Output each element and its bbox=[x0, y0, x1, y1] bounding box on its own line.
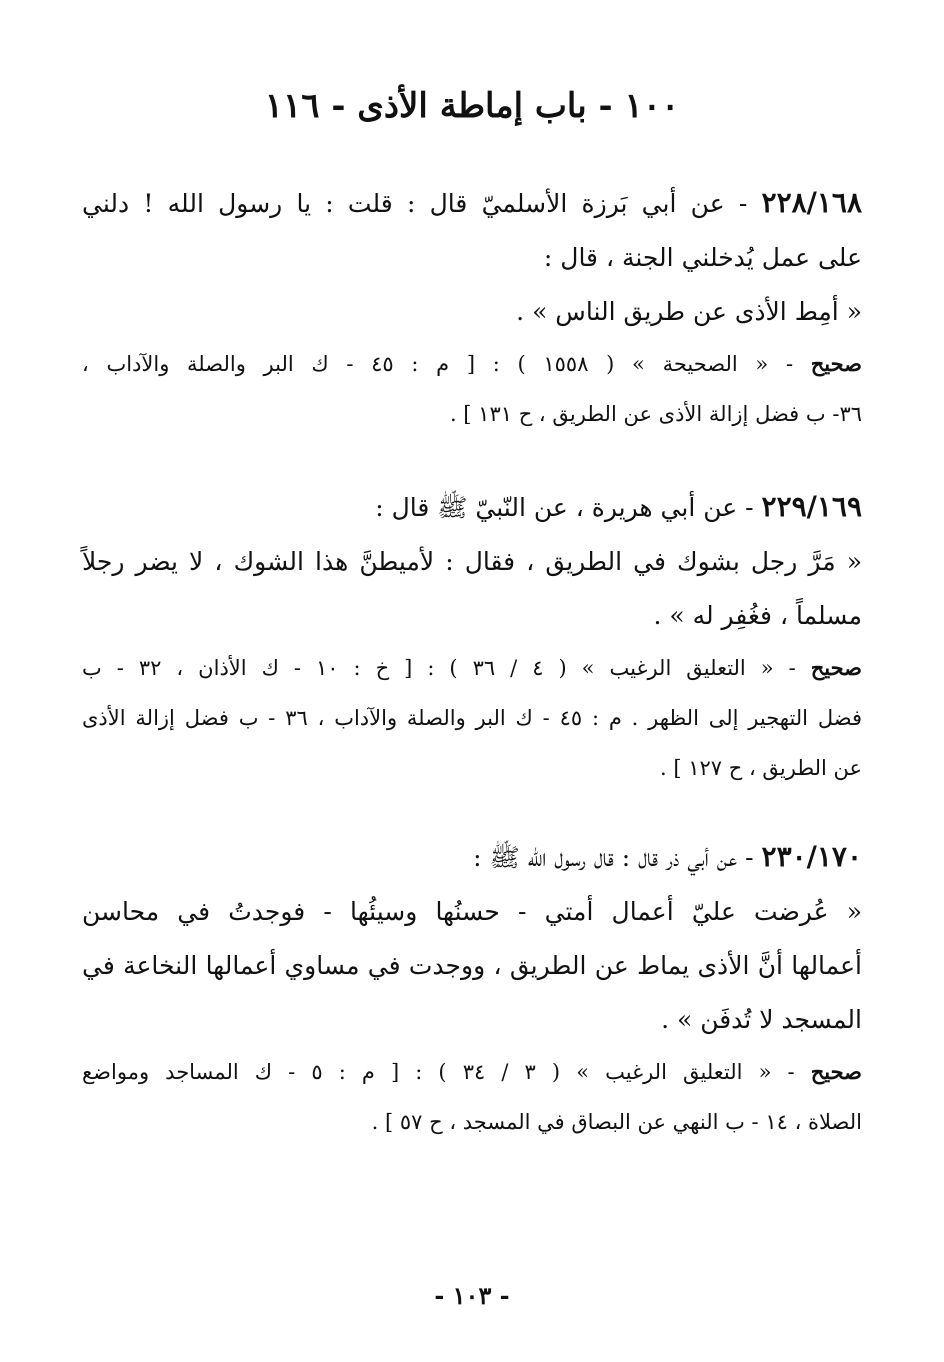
source-line bbox=[82, 1047, 862, 1097]
hadith-line bbox=[82, 480, 862, 535]
hadith-source bbox=[82, 339, 862, 439]
source-line bbox=[82, 339, 862, 389]
grade-label: صحيح bbox=[810, 351, 862, 376]
hadith-entry bbox=[82, 830, 862, 1147]
source-text: فضل التهجير إلى الظهر . م : ٤٥ - ك البر والصلة والآداب ، ٣٦ - ب فضل إزالة الأذى bbox=[82, 706, 862, 730]
source-text: - « التعليق الرغيب » ( ٤ / ٣٦ ) : [ خ : ١٠ - ك الأذان ، ٣٢ - ب bbox=[82, 656, 811, 680]
page-number: - ١٠٣ - bbox=[434, 1281, 510, 1310]
source-text: الصلاة ، ١٤ - ب النهي عن البصاق في المسجد ، ح ٥٧ ] . bbox=[371, 1110, 862, 1134]
hadith-text: - عن أبي ذر قال : قال رسول الله ﷺ : bbox=[473, 843, 762, 872]
chapter-title: ١٠٠ - باب إماطة الأذى - ١١٦ bbox=[264, 86, 680, 126]
source-line bbox=[82, 643, 862, 693]
hadith-number: ٢٣٠/١٧٠ bbox=[761, 840, 862, 873]
hadith-entry bbox=[82, 480, 862, 793]
hadith-text: « أمِط الأذى عن طريق الناس » . bbox=[516, 297, 862, 326]
grade-label: صحيح bbox=[810, 1059, 862, 1084]
hadith-text: - عن أبي هريرة ، عن النّبيّ ﷺ قال : bbox=[375, 493, 762, 522]
hadith-text: « مَرَّ رجل بشوك في الطريق ، فقال : لأميطنَّ هذا الشوك ، لا يضر رجلاً bbox=[82, 547, 862, 576]
hadith-text: « عُرضت عليّ أعمال أمتي - حسنُها وسيئُها - فوجدتُ في محاسن bbox=[82, 897, 862, 926]
hadith-number: ٢٢٩/١٦٩ bbox=[761, 490, 862, 523]
hadith-source bbox=[82, 643, 862, 793]
hadith-line bbox=[82, 176, 862, 231]
hadith-source bbox=[82, 1047, 862, 1147]
hadith-text: أعمالها أنَّ الأذى يماط عن الطريق ، ووجدت في مساوي أعمالها النخاعة في bbox=[82, 951, 862, 980]
source-text: عن الطريق ، ح ١٢٧ ] . bbox=[659, 756, 862, 780]
hadith-entry bbox=[82, 176, 862, 439]
hadith-line bbox=[82, 830, 862, 885]
hadith-text: مسلماً ، فغُفِر له » . bbox=[653, 601, 862, 630]
source-text: - « الصحيحة » ( ١٥٥٨ ) : [ م : ٤٥ - ك البر والصلة والآداب ، bbox=[82, 352, 811, 376]
grade-label: صحيح bbox=[810, 655, 862, 680]
hadith-number: ٢٢٨/١٦٨ bbox=[761, 186, 862, 219]
source-text: - « التعليق الرغيب » ( ٣ / ٣٤ ) : [ م : ٥ - ك المساجد ومواضع bbox=[82, 1060, 811, 1084]
hadith-text: المسجد لا تُدفَن » . bbox=[661, 1005, 862, 1034]
source-text: ٣٦- ب فضل إزالة الأذى عن الطريق ، ح ١٣١ ] . bbox=[449, 402, 862, 426]
hadith-text: على عمل يُدخلني الجنة ، قال : bbox=[543, 243, 862, 272]
hadith-text: - عن أبي بَرزة الأسلميّ قال : قلت : يا رسول الله ! دلني bbox=[82, 189, 762, 218]
